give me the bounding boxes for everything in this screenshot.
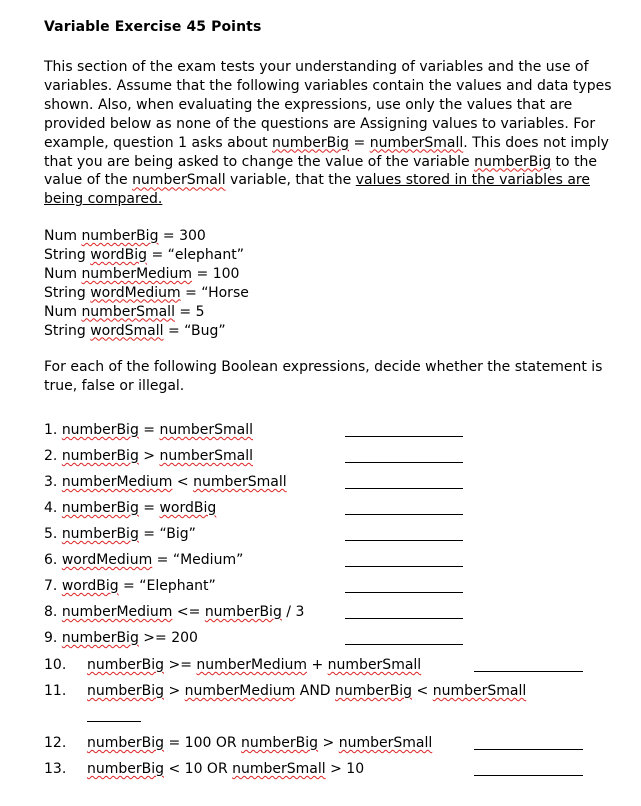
intro-var: numberSmall: [132, 172, 226, 189]
question-13: [44, 759, 364, 779]
q-op: <=: [172, 604, 205, 620]
question-6: [44, 550, 243, 570]
intro-text: variable, that the: [225, 172, 356, 189]
var-name: numberMedium: [81, 265, 193, 282]
q-var: numberSmall: [193, 474, 287, 490]
q-var: numberMedium: [61, 474, 173, 490]
var-value: = “Horse: [180, 284, 249, 301]
answer-blank-7[interactable]: [345, 592, 463, 593]
q-var: numberSmall: [159, 448, 254, 464]
q-var: numberBig: [61, 526, 139, 542]
q-num: 7.: [44, 578, 58, 594]
q-op: >= 200: [138, 630, 198, 646]
q-op: = “Medium”: [152, 552, 244, 568]
q-var: numberBig: [204, 604, 282, 620]
answer-blank-5[interactable]: [345, 540, 463, 541]
var-name: wordSmall: [90, 322, 164, 339]
question-12: [44, 733, 432, 753]
var-type: Num: [44, 228, 77, 244]
q-var: wordBig: [159, 500, 217, 516]
q-num: 8.: [44, 604, 58, 620]
question-5: [44, 524, 196, 544]
var-type: String: [44, 246, 86, 263]
q-num: 11.: [44, 683, 67, 699]
var-name: wordBig: [90, 246, 148, 263]
q-op: > 10: [325, 761, 365, 777]
answer-blank-4[interactable]: [345, 514, 463, 515]
section-title: Variable Exercise 45 Points: [44, 19, 262, 35]
q-op: = “Big”: [138, 526, 196, 542]
answer-blank-3[interactable]: [345, 488, 463, 489]
q-num: 1.: [44, 422, 58, 438]
question-4: [44, 498, 216, 518]
q-var: numberMedium: [184, 683, 296, 699]
q-var: numberBig: [61, 500, 139, 516]
q-var: numberSmall: [338, 735, 433, 751]
q-op: < 10 OR: [164, 761, 233, 777]
var-name: numberBig: [81, 228, 159, 244]
q-var: numberBig: [87, 683, 165, 699]
q-op: = 100 OR: [164, 735, 242, 751]
q-var: numberBig: [335, 683, 413, 699]
q-op: =: [138, 422, 160, 438]
variable-line: [44, 246, 249, 265]
question-10: [44, 655, 421, 675]
q-var: numberBig: [61, 422, 139, 438]
q-var: numberMedium: [61, 604, 173, 620]
intro-text: =: [349, 134, 370, 151]
q-op: <: [412, 683, 433, 699]
variable-line: [44, 227, 249, 246]
q-var: numberSmall: [159, 422, 254, 438]
q-num: 6.: [44, 552, 58, 568]
q-op: = “Elephant”: [118, 578, 216, 594]
intro-paragraph: [44, 58, 614, 209]
question-7: [44, 576, 216, 596]
answer-blank-9[interactable]: [345, 644, 463, 645]
var-type: String: [44, 284, 86, 301]
q-var: wordMedium: [61, 552, 153, 568]
q-num: 9.: [44, 630, 58, 646]
intro-text: to the value of the: [44, 153, 598, 189]
answer-blank-1[interactable]: [345, 436, 463, 437]
q-var: numberBig: [87, 735, 165, 751]
var-type: Num: [44, 303, 77, 320]
question-11: [44, 681, 526, 701]
answer-blank-6[interactable]: [345, 566, 463, 567]
q-var: numberMedium: [196, 657, 308, 673]
answer-blank-10[interactable]: [474, 671, 583, 672]
answer-blank-8[interactable]: [345, 618, 463, 619]
var-value: = 100: [192, 265, 240, 282]
q-op: =: [138, 500, 160, 516]
q-op: +: [307, 657, 328, 673]
question-8: [44, 602, 304, 622]
q-op: >: [138, 448, 160, 464]
variable-list: [44, 227, 249, 340]
q-var: numberSmall: [232, 761, 326, 777]
question-2: [44, 446, 253, 466]
q-var: numberSmall: [432, 683, 527, 699]
var-value: = “Bug”: [163, 322, 226, 339]
question-9: [44, 628, 198, 648]
q-op: >: [318, 735, 339, 751]
question-3: [44, 472, 287, 492]
q-var: numberBig: [241, 735, 319, 751]
q-num: 3.: [44, 474, 58, 490]
variable-line: [44, 284, 249, 303]
var-value: = “elephant”: [147, 246, 244, 263]
intro-var: numberBig: [474, 153, 552, 170]
q-op: >: [164, 683, 185, 699]
q-op: <: [172, 474, 194, 490]
intro-var: numberSmall: [369, 134, 464, 151]
q-num: 5.: [44, 526, 58, 542]
q-var: numberBig: [61, 630, 139, 646]
q-var: numberSmall: [327, 657, 422, 673]
q-num: 13.: [44, 761, 67, 777]
intro-text: . This does not imply that you are being asked to change the value of the variable: [44, 134, 609, 170]
q-num: 12.: [44, 735, 67, 751]
var-name: numberSmall: [81, 303, 175, 320]
answer-blank-13[interactable]: [474, 775, 583, 776]
var-value: = 5: [174, 303, 205, 320]
q-tail: / 3: [281, 604, 305, 620]
q-op: >=: [164, 657, 197, 673]
var-type: Num: [44, 265, 77, 282]
q-var: numberBig: [61, 448, 139, 464]
answer-blank-12[interactable]: [474, 749, 583, 750]
answer-blank-2[interactable]: [345, 462, 463, 463]
answer-blank-11[interactable]: [87, 721, 141, 722]
question-1: [44, 420, 253, 440]
var-value: = 300: [158, 228, 206, 244]
q-var: numberBig: [87, 761, 165, 777]
var-name: wordMedium: [90, 284, 181, 301]
q-num: 2.: [44, 448, 58, 464]
intro-underlined-text: values stored in the variables are being compared.: [44, 172, 590, 208]
q-var: wordBig: [61, 578, 119, 594]
intro-var: numberBig: [272, 134, 350, 151]
q-var: numberBig: [87, 657, 165, 673]
var-type: String: [44, 322, 86, 339]
q-num: 4.: [44, 500, 58, 516]
variable-line: [44, 303, 249, 322]
q-op: AND: [295, 683, 336, 699]
instructions: For each of the following Boolean expressions, decide whether the statement is true, false or illegal.: [44, 359, 603, 394]
q-num: 10.: [44, 657, 67, 673]
variable-line: [44, 322, 249, 341]
variable-line: [44, 265, 249, 284]
intro-text: This section of the exam tests your understanding of variables and the use of variables. Assume that the following variables contain the values and data types shown. Also, when evaluating the expressions, use only the values that are provided below as none of the questions are Assigning values to variables. For example, question 1 asks about: [44, 59, 612, 151]
